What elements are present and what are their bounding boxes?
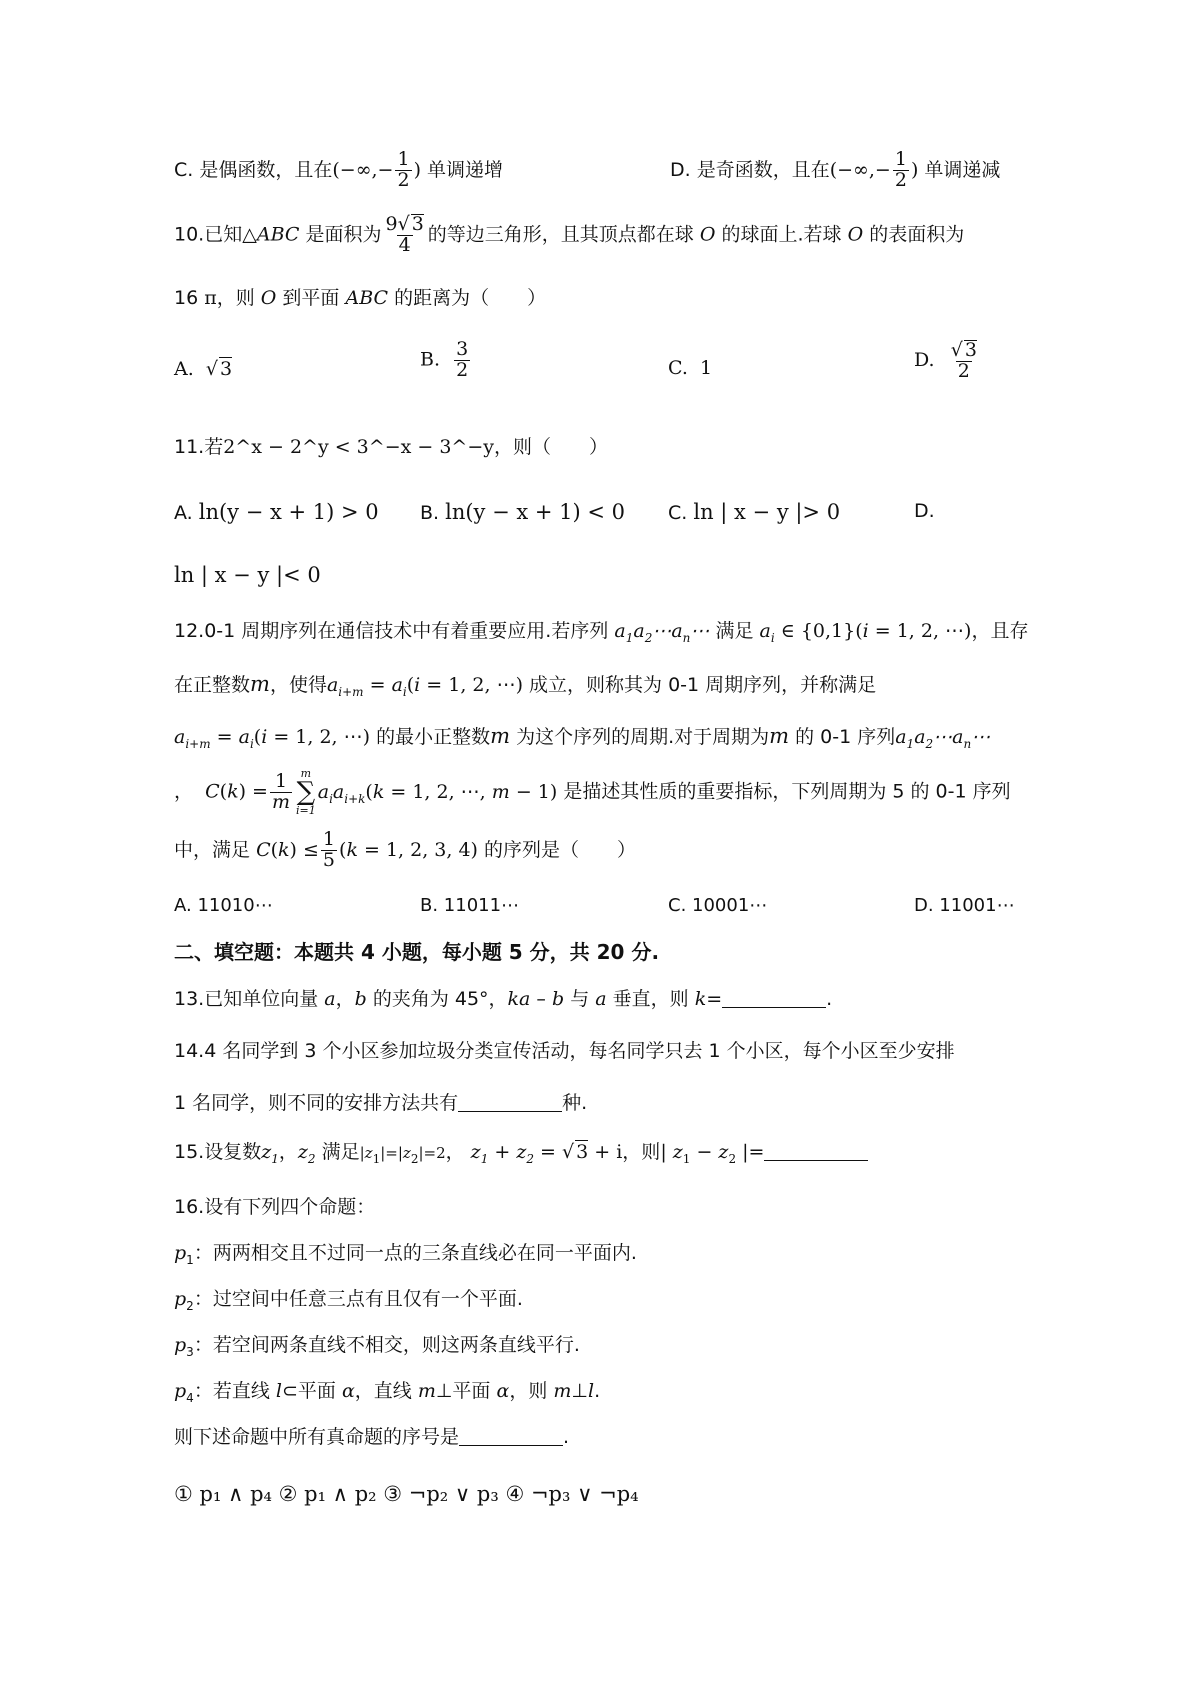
- q10-text: 的表面积为: [869, 223, 965, 246]
- q9-opt-d-interval-right: ): [910, 158, 919, 181]
- proposition-text: 若空间两条直线不相交，则这两条直线平行.: [212, 1334, 580, 1356]
- q12-text: 12.0-1 周期序列在通信技术中有着重要应用.若序列: [174, 620, 609, 642]
- q12-option-d: D. 11001⋯: [914, 895, 1015, 916]
- q13-text: 13.已知单位向量: [174, 988, 319, 1010]
- q16-stem: 16.设有下列四个命题：: [174, 1196, 376, 1218]
- option-label: B.: [420, 502, 440, 524]
- q16-text: .: [563, 1426, 570, 1448]
- proposition-text: 过空间中任意三点有且仅有一个平面.: [212, 1288, 523, 1310]
- q10-option-a: A. √ 3: [174, 358, 233, 380]
- proposition-text: ⊥: [571, 1380, 588, 1402]
- answer-blank[interactable]: [458, 1093, 562, 1112]
- period-condition: $a_{i+m} = a_i(i = 1$, 2, ⋯): [174, 726, 371, 751]
- sphere-name: O: [847, 223, 864, 246]
- q13-line: 13.已知单位向量 a，b 的夹角为 45°，ka – b 与 a 垂直，则 k= .: [174, 988, 833, 1010]
- answer-blank[interactable]: [459, 1427, 563, 1446]
- fraction: [454, 340, 470, 381]
- q16-p4: $p_4$：若直线 l⊂平面 α，直线 m⊥平面 α，则 m⊥l.: [174, 1380, 601, 1405]
- proposition-text: ，则: [509, 1380, 548, 1402]
- sum-icon: m ∑ i=1: [296, 767, 316, 817]
- fraction: $\frac{1}{m}$: [271, 769, 290, 813]
- q13-text: 与: [570, 988, 590, 1010]
- q9-opt-d-interval-left: (−∞,−: [829, 158, 891, 181]
- q16-choices: ① p₁ ∧ p₄ ② p₁ ∧ p₂ ③ ¬p₂ ∨ p₃ ④ ¬p₃ ∨ ¬p₄: [174, 1482, 639, 1506]
- q12-option-a: A. 11010⋯: [174, 895, 273, 916]
- q9-opt-c-fraction: [395, 150, 411, 191]
- q12-text: 满足: [715, 620, 754, 642]
- q14-text: 种.: [562, 1092, 588, 1114]
- q11-inequality: 2^x − 2^y < 3^−x − 3^−y: [223, 436, 494, 458]
- proposition-text: ⊥平面: [435, 1380, 491, 1402]
- q11-stem: [174, 436, 608, 459]
- q12-text: 成立，则称其为 0-1 周期序列，并称满足: [529, 674, 877, 696]
- q9-options-line: [174, 150, 503, 191]
- q10-triangle-name: ABC: [345, 287, 389, 309]
- option-label: B.: [420, 348, 441, 371]
- radicand: 3: [964, 339, 977, 361]
- option-label: D.: [914, 500, 935, 522]
- fraction-denominator: 4: [398, 233, 411, 256]
- q9-opt-c-tail: 单调递增: [427, 158, 504, 181]
- q12-line4: ， C(k) = $\frac{1}{m}$ m ∑ i=1 $a_ia_{i+k}(k = 1$, 2, ⋯, m − 1) 是描述其性质的重要指标，下列周期为 5 的 0-1 序列: [174, 767, 1011, 817]
- q10-option-d: [914, 340, 981, 382]
- q9-opt-c-interval-left: (−∞,−: [332, 158, 394, 181]
- proposition-text: 若直线: [212, 1380, 270, 1402]
- answer-blank[interactable]: [764, 1142, 868, 1161]
- q10-area-fraction: [383, 214, 425, 256]
- fraction-denominator: 2: [894, 168, 907, 191]
- q9-opt-c-interval-right: ): [413, 158, 421, 181]
- q10-stem-line2: [174, 287, 546, 310]
- q12-text: 在正整数: [174, 674, 251, 696]
- period-condition: $a_{i+m} = a_i(i = 1$, 2, ⋯): [326, 674, 523, 699]
- q12-text: ，且存: [971, 620, 1029, 642]
- fraction: $\frac{1}{5}$: [322, 828, 336, 871]
- q16-ask: [174, 1426, 569, 1449]
- membership-expr: $a_i$ ∈ {0,1}(i = 1, 2, ⋯): [759, 620, 972, 645]
- q9-option-d: D. 是奇函数，且在: [670, 158, 830, 181]
- q10-stem-line1: [174, 214, 964, 256]
- fraction-denominator: 2: [397, 168, 410, 191]
- q11-option-a: [174, 500, 379, 524]
- q10-text: 是面积为: [305, 223, 382, 246]
- q12-text: 的最小正整数: [376, 726, 491, 748]
- q10-text: ，则: [216, 287, 255, 309]
- option-label: D.: [914, 348, 935, 371]
- fraction-numerator: √ 3: [950, 339, 977, 361]
- proposition-text: ⊂平面: [281, 1380, 336, 1402]
- q13-text: =: [706, 988, 723, 1010]
- ck-condition: C(k) ≤: [256, 838, 319, 861]
- fraction-denominator: 2: [957, 359, 970, 382]
- fraction-numerator: 9√ 3: [385, 213, 424, 235]
- fraction-numerator: 1: [894, 148, 907, 170]
- q11-text: ，则（ ）: [494, 436, 609, 458]
- q12-option-c: C. 10001⋯: [668, 895, 768, 916]
- q16-text: 则下述命题中所有真命题的序号是: [174, 1426, 460, 1448]
- q12-line3: $a_{i+m} = a_i(i = 1$, 2, ⋯) 的最小正整数m 为这个序列的周期.对于周期为m 的 0-1 序列$a_1a_2\cdots a_n\cdots$: [174, 724, 991, 751]
- q10-text: 10.已知△: [174, 223, 257, 246]
- pi-symbol: π: [204, 287, 217, 309]
- sequence-expr: $a_1a_2\cdots a_n\cdots$: [614, 620, 710, 645]
- q11-option-c: [668, 500, 840, 524]
- q11-option-d-expression: ln | x − y |< 0: [174, 563, 321, 587]
- ck-definition: C(k) =: [205, 780, 268, 803]
- q10-option-b: [420, 340, 472, 381]
- radicand: 3: [219, 358, 233, 380]
- option-expression: ln | x − y |> 0: [693, 500, 841, 524]
- option-label: C.: [668, 502, 688, 524]
- answer-blank[interactable]: [722, 989, 826, 1008]
- q14-line1: 14.4 名同学到 3 个小区参加垃圾分类宣传活动，每名同学只去 1 个小区，每个小区至少安排: [174, 1040, 955, 1062]
- q16-p2: $p_2$：过空间中任意三点有且仅有一个平面.: [174, 1288, 523, 1313]
- q9-option-d-wrap: [670, 150, 1000, 191]
- q12-text: 的 0-1 序列: [795, 726, 896, 748]
- q12-option-b: B. 11011⋯: [420, 895, 520, 916]
- q10-text: 到平面: [282, 287, 340, 309]
- q12-line1: [174, 620, 1028, 645]
- q10-text: 的等边三角形，且其顶点都在球: [427, 223, 694, 246]
- q10-triangle-name: ABC: [256, 223, 300, 246]
- q10-text: 的球面上.若球: [721, 223, 842, 246]
- option-expression: ln(y − x + 1) < 0: [445, 500, 626, 524]
- q11-text: 11.若: [174, 436, 224, 458]
- q14-text: 1 名同学，则不同的安排方法共有: [174, 1092, 459, 1114]
- q16-p3: $p_3$：若空间两条直线不相交，则这两条直线平行.: [174, 1334, 580, 1359]
- option-expression: ln(y − x + 1) > 0: [198, 500, 379, 524]
- sphere-name: O: [260, 287, 277, 309]
- q12-text: 是描述其性质的重要指标，下列周期为 5 的 0-1 序列: [563, 780, 1011, 803]
- q10-text: 的距离为（ ）: [394, 287, 547, 309]
- area-radicand: 3: [411, 213, 424, 235]
- q12-text: 为这个序列的周期.对于周期为: [516, 726, 770, 748]
- q12-text: ，使得: [269, 674, 327, 696]
- q9-opt-d-tail: 单调递减: [924, 158, 1001, 181]
- q9-opt-d-fraction: [893, 150, 909, 191]
- proposition-text: 两两相交且不过同一点的三条直线必在同一平面内.: [212, 1242, 637, 1264]
- q12-line5: 中，满足 C(k) ≤ $\frac{1}{5}$ (k = 1, 2, 3, 4) 的序列是（ ）: [174, 828, 637, 871]
- proposition-text: ，直线: [354, 1380, 412, 1402]
- fraction-denominator: 2: [456, 358, 469, 381]
- q13-text: 的夹角为 45°，: [372, 988, 508, 1010]
- q16-p1: $p_1$：两两相交且不过同一点的三条直线必在同一平面内.: [174, 1242, 637, 1267]
- proposition-text: .: [594, 1380, 601, 1402]
- q10-option-c: [668, 357, 712, 379]
- area-coefficient: 9: [385, 213, 398, 235]
- option-value: 1: [700, 357, 713, 379]
- option-label: C.: [668, 357, 688, 379]
- sphere-name: O: [699, 223, 716, 246]
- q12-text: 的序列是（ ）: [484, 838, 637, 861]
- q15-text: 15.设复数: [174, 1141, 262, 1163]
- option-label: A.: [174, 358, 194, 380]
- fraction: [949, 340, 979, 382]
- fraction-numerator: 1: [397, 148, 410, 170]
- section-heading: 二、填空题：本题共 4 小题，每小题 5 分，共 20 分.: [174, 940, 660, 964]
- q13-text: .: [826, 988, 833, 1010]
- q15-text: ，则: [622, 1141, 661, 1163]
- q10-text: 16: [174, 287, 199, 309]
- q15-text: 满足: [321, 1141, 360, 1163]
- q15-line: 15.设复数$z_1$，$z_2$ 满足$|z_1|=|z_2|=2$， $z_1 + z_2$ = √ 3 + i，则| $z_1 - z_2$ |=: [174, 1140, 868, 1166]
- q9-option-c: C. 是偶函数，且在: [174, 158, 333, 181]
- fraction-numerator: 3: [456, 338, 469, 360]
- q13-text: 垂直，则: [612, 988, 689, 1010]
- q12-text: 中，满足: [174, 838, 251, 861]
- q11-option-d: [914, 500, 935, 522]
- q14-line2: [174, 1092, 587, 1115]
- q12-text: ，: [174, 780, 194, 803]
- option-label: A.: [174, 502, 193, 524]
- q12-line2: 在正整数m，使得$a_{i+m} = a_i(i = 1$, 2, ⋯) 成立，则称其为 0-1 周期序列，并称满足: [174, 672, 877, 699]
- q11-option-b: [420, 500, 625, 524]
